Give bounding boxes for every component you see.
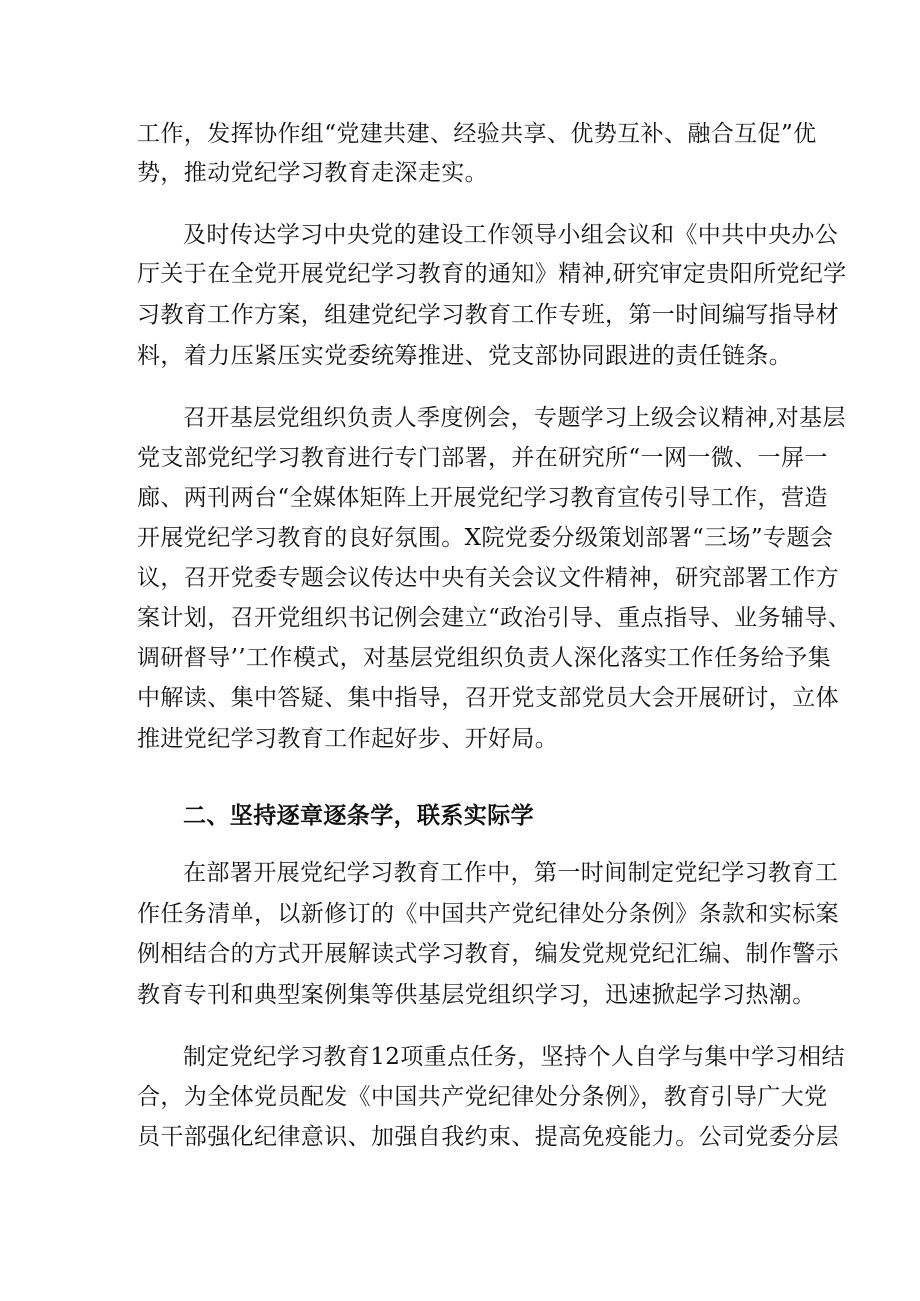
paragraph-3-line-2: 党支部党纪学习教育进行专门部署，并在研究所“一网一微、一屏一 [137,445,828,471]
paragraph-4-line-1: 在部署开展党纪学习教育工作中，第一时间制定党纪学习教育工 [183,860,839,886]
paragraph-2-line-3: 习教育工作方案，组建党纪学习教育工作专班，第一时间编写指导材 [137,302,839,328]
paragraph-4-line-3: 例相结合的方式开展解读式学习教育，编发党规党纪汇编、制作警示 [137,941,839,967]
paragraph-3-line-4: 开展党纪学习教育的良好氛围。X院党委分级策划部署“三场”专题会 [137,525,834,551]
paragraph-5-line-1: 制定党纪学习教育12项重点任务，坚持个人自学与集中学习相结 [183,1044,845,1070]
paragraph-2-line-2: 厅关于在全党开展党纪学习教育的通知》精神,研究审定贵阳所党纪学 [137,261,847,287]
paragraph-3-line-8: 中解读、集中答疑、集中指导，召开党支部党员大会开展研讨，立体 [137,685,839,711]
paragraph-3-line-5: 议，召开党委专题会议传达中央有关会议文件精神，研究部署工作方 [137,565,839,591]
paragraph-3-line-3: 廊、两刊两台“全媒体矩阵上开展党纪学习教育宣传引导工作，营造 [137,485,828,511]
paragraph-1-line-2: 势，推动党纪学习教育走深走实。 [137,160,488,186]
paragraph-2-line-1: 及时传达学习中央党的建设工作领导小组会议和《中共中央办公 [183,222,839,248]
paragraph-1-line-1: 工作，发挥协作组“党建共建、经验共享、优势互补、融合互促”优 [137,121,817,147]
paragraph-4-line-2: 作任务清单，以新修订的《中国共产党纪律处分条例》条款和实标案 [137,901,839,927]
section-heading: 二、坚持逐章逐条学，联系实际学 [183,803,534,829]
paragraph-3-line-7: 调研督导’’工作模式，对基层党组织负责人深化落实工作任务给予集 [137,645,832,671]
paragraph-5-line-3: 员干部强化纪律意识、加强自我约束、提高免疫能力。公司党委分层 [137,1124,839,1150]
paragraph-3-line-6: 案计划，召开党组织书记例会建立“政治引导、重点指导、业务辅导、 [137,605,852,631]
paragraph-3-line-9: 推进党纪学习教育工作起好步、开好局。 [137,726,559,752]
paragraph-2-line-4: 料，着力压紧压实党委统筹推进、党支部协同跟进的责任链条。 [137,343,793,369]
paragraph-3-line-1: 召开基层党组织负责人季度例会，专题学习上级会议精神,对基层 [183,405,846,431]
paragraph-5-line-2: 合，为全体党员配发《中国共产党纪律处分条例》，教育引导广大党 [137,1084,828,1110]
paragraph-4-line-4: 教育专刊和典型案例集等供基层党组织学习，迅速掀起学习热潮。 [137,982,816,1008]
